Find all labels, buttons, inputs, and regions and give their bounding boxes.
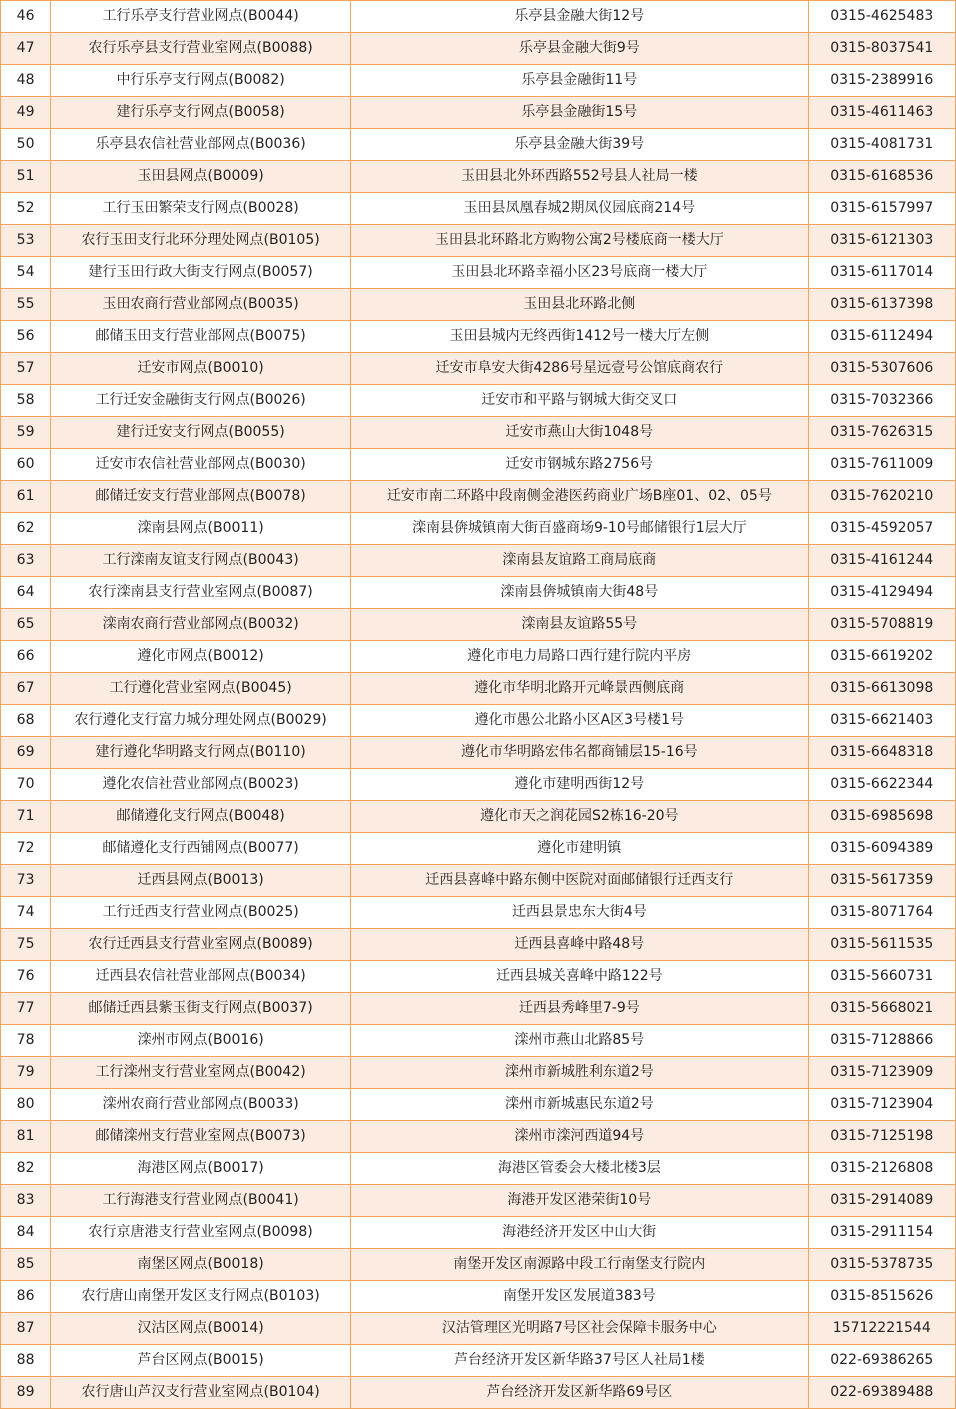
- outlet-phone-cell: 0315-6619202: [808, 641, 955, 673]
- row-number-cell: 52: [1, 193, 51, 225]
- outlet-phone-cell: 0315-2389916: [808, 65, 955, 97]
- outlet-address-cell: 芦台经济开发区新华路37号区人社局1楼: [351, 1345, 808, 1377]
- row-number-cell: 86: [1, 1281, 51, 1313]
- outlet-address-cell: 南堡开发区南源路中段工行南堡支行院内: [351, 1249, 808, 1281]
- table-row: [1, 449, 956, 481]
- row-number-cell: 81: [1, 1121, 51, 1153]
- outlet-name-cell: 迁西县网点(B0013): [51, 865, 351, 897]
- row-number-cell: 54: [1, 257, 51, 289]
- outlet-phone-cell: 0315-6112494: [808, 321, 955, 353]
- outlet-name-cell: 邮储玉田支行营业部网点(B0075): [51, 321, 351, 353]
- row-number-cell: 59: [1, 417, 51, 449]
- table-row: [1, 769, 956, 801]
- outlet-address-cell: 遵化市华明北路开元峰景西侧底商: [351, 673, 808, 705]
- outlet-address-cell: 滦南县友谊路工商局底商: [351, 545, 808, 577]
- row-number-cell: 61: [1, 481, 51, 513]
- outlet-name-cell: 农行唐山芦汉支行营业室网点(B0104): [51, 1377, 351, 1409]
- outlet-address-cell: 迁安市钢城东路2756号: [351, 449, 808, 481]
- table-row: [1, 161, 956, 193]
- outlet-phone-cell: 0315-2914089: [808, 1185, 955, 1217]
- outlet-phone-cell: 0315-6117014: [808, 257, 955, 289]
- outlet-name-cell: 农行滦南县支行营业室网点(B0087): [51, 577, 351, 609]
- outlet-address-cell: 迁安市和平路与钢城大街交叉口: [351, 385, 808, 417]
- outlet-address-cell: 滦南县倴城镇南大街48号: [351, 577, 808, 609]
- row-number-cell: 50: [1, 129, 51, 161]
- outlet-name-cell: 滦南农商行营业部网点(B0032): [51, 609, 351, 641]
- outlet-phone-cell: 0315-5708819: [808, 609, 955, 641]
- outlet-address-cell: 迁西县城关喜峰中路122号: [351, 961, 808, 993]
- row-number-cell: 83: [1, 1185, 51, 1217]
- outlet-name-cell: 迁西县农信社营业部网点(B0034): [51, 961, 351, 993]
- outlet-name-cell: 滦南县网点(B0011): [51, 513, 351, 545]
- table-row: [1, 545, 956, 577]
- table-row: [1, 897, 956, 929]
- row-number-cell: 60: [1, 449, 51, 481]
- outlet-name-cell: 工行滦南友谊支行网点(B0043): [51, 545, 351, 577]
- row-number-cell: 49: [1, 97, 51, 129]
- outlet-phone-cell: 0315-5378735: [808, 1249, 955, 1281]
- outlet-phone-cell: 0315-7611009: [808, 449, 955, 481]
- outlet-phone-cell: 0315-4625483: [808, 1, 955, 33]
- row-number-cell: 73: [1, 865, 51, 897]
- outlet-name-cell: 建行玉田行政大街支行网点(B0057): [51, 257, 351, 289]
- table-row: [1, 385, 956, 417]
- outlet-name-cell: 建行乐亭支行网点(B0058): [51, 97, 351, 129]
- table-row: [1, 705, 956, 737]
- outlet-name-cell: 海港区网点(B0017): [51, 1153, 351, 1185]
- outlet-name-cell: 南堡区网点(B0018): [51, 1249, 351, 1281]
- outlet-name-cell: 滦州市网点(B0016): [51, 1025, 351, 1057]
- outlet-phone-cell: 0315-6622344: [808, 769, 955, 801]
- outlet-phone-cell: 0315-6621403: [808, 705, 955, 737]
- outlet-address-cell: 遵化市建明镇: [351, 833, 808, 865]
- row-number-cell: 65: [1, 609, 51, 641]
- table-row: [1, 129, 956, 161]
- table-row: [1, 1377, 956, 1409]
- row-number-cell: 87: [1, 1313, 51, 1345]
- table-body: [1, 1, 956, 1409]
- row-number-cell: 76: [1, 961, 51, 993]
- outlet-phone-cell: 0315-4081731: [808, 129, 955, 161]
- table-row: [1, 1217, 956, 1249]
- row-number-cell: 68: [1, 705, 51, 737]
- outlet-name-cell: 工行玉田繁荣支行网点(B0028): [51, 193, 351, 225]
- outlet-address-cell: 玉田县城内无终西街1412号一楼大厅左侧: [351, 321, 808, 353]
- outlet-address-cell: 玉田县北环路幸福小区23号底商一楼大厅: [351, 257, 808, 289]
- table-row: [1, 929, 956, 961]
- outlet-name-cell: 工行海港支行营业网点(B0041): [51, 1185, 351, 1217]
- outlet-name-cell: 遵化市网点(B0012): [51, 641, 351, 673]
- table-row: [1, 673, 956, 705]
- row-number-cell: 89: [1, 1377, 51, 1409]
- outlet-address-cell: 迁西县秀峰里7-9号: [351, 993, 808, 1025]
- outlet-phone-cell: 0315-7032366: [808, 385, 955, 417]
- outlet-address-cell: 海港区管委会大楼北楼3层: [351, 1153, 808, 1185]
- outlet-address-cell: 芦台经济开发区新华路69号区: [351, 1377, 808, 1409]
- outlet-name-cell: 玉田县网点(B0009): [51, 161, 351, 193]
- outlet-phone-cell: 0315-5660731: [808, 961, 955, 993]
- outlet-phone-cell: 15712221544: [808, 1313, 955, 1345]
- table-row: [1, 737, 956, 769]
- outlet-name-cell: 邮储遵化支行西铺网点(B0077): [51, 833, 351, 865]
- outlet-name-cell: 邮储迁西县紫玉街支行网点(B0037): [51, 993, 351, 1025]
- outlet-name-cell: 农行玉田支行北环分理处网点(B0105): [51, 225, 351, 257]
- row-number-cell: 88: [1, 1345, 51, 1377]
- row-number-cell: 77: [1, 993, 51, 1025]
- outlet-address-cell: 玉田县北环路北侧: [351, 289, 808, 321]
- row-number-cell: 55: [1, 289, 51, 321]
- row-number-cell: 48: [1, 65, 51, 97]
- outlet-phone-cell: 0315-7123904: [808, 1089, 955, 1121]
- outlet-name-cell: 工行遵化营业室网点(B0045): [51, 673, 351, 705]
- outlet-name-cell: 农行乐亭县支行营业室网点(B0088): [51, 33, 351, 65]
- row-number-cell: 63: [1, 545, 51, 577]
- outlet-address-cell: 迁西县喜峰中路东侧中医院对面邮储银行迁西支行: [351, 865, 808, 897]
- outlet-phone-cell: 0315-5611535: [808, 929, 955, 961]
- outlet-phone-cell: 0315-8037541: [808, 33, 955, 65]
- outlet-name-cell: 工行乐亭支行营业网点(B0044): [51, 1, 351, 33]
- row-number-cell: 64: [1, 577, 51, 609]
- table-row: [1, 961, 956, 993]
- outlet-phone-cell: 0315-5617359: [808, 865, 955, 897]
- row-number-cell: 72: [1, 833, 51, 865]
- table-row: [1, 1, 956, 33]
- outlet-phone-cell: 0315-2126808: [808, 1153, 955, 1185]
- outlet-phone-cell: 0315-5668021: [808, 993, 955, 1025]
- outlet-phone-cell: 022-69386265: [808, 1345, 955, 1377]
- outlet-name-cell: 遵化农信社营业部网点(B0023): [51, 769, 351, 801]
- outlet-address-cell: 滦南县倴城镇南大街百盛商场9-10号邮储银行1层大厅: [351, 513, 808, 545]
- row-number-cell: 62: [1, 513, 51, 545]
- outlet-address-cell: 乐亭县金融大街9号: [351, 33, 808, 65]
- table-row: [1, 609, 956, 641]
- outlet-name-cell: 邮储遵化支行网点(B0048): [51, 801, 351, 833]
- outlet-address-cell: 乐亭县金融街11号: [351, 65, 808, 97]
- outlet-name-cell: 乐亭县农信社营业部网点(B0036): [51, 129, 351, 161]
- outlet-address-cell: 迁西县喜峰中路48号: [351, 929, 808, 961]
- outlet-address-cell: 滦州市新城惠民东道2号: [351, 1089, 808, 1121]
- outlet-address-cell: 海港开发区港荣街10号: [351, 1185, 808, 1217]
- row-number-cell: 66: [1, 641, 51, 673]
- outlet-phone-cell: 0315-6168536: [808, 161, 955, 193]
- outlet-phone-cell: 0315-4161244: [808, 545, 955, 577]
- row-number-cell: 75: [1, 929, 51, 961]
- outlet-phone-cell: 0315-7128866: [808, 1025, 955, 1057]
- outlet-address-cell: 遵化市华明路宏伟名都商铺层15-16号: [351, 737, 808, 769]
- row-number-cell: 67: [1, 673, 51, 705]
- outlet-phone-cell: 0315-6985698: [808, 801, 955, 833]
- table-row: [1, 1249, 956, 1281]
- outlet-address-cell: 汉沽管理区光明路7号区社会保障卡服务中心: [351, 1313, 808, 1345]
- outlet-address-cell: 玉田县北环路北方购物公寓2号楼底商一楼大厅: [351, 225, 808, 257]
- outlet-address-cell: 玉田县凤凰春城2期凤仪园底商214号: [351, 193, 808, 225]
- table-row: [1, 1313, 956, 1345]
- table-row: [1, 1057, 956, 1089]
- table-row: [1, 1153, 956, 1185]
- table-row: [1, 1089, 956, 1121]
- table-row: [1, 65, 956, 97]
- outlet-phone-cell: 0315-4592057: [808, 513, 955, 545]
- outlet-address-cell: 乐亭县金融街15号: [351, 97, 808, 129]
- outlet-phone-cell: 0315-7123909: [808, 1057, 955, 1089]
- outlet-name-cell: 工行迁西支行营业网点(B0025): [51, 897, 351, 929]
- outlet-phone-cell: 0315-6613098: [808, 673, 955, 705]
- table-row: [1, 1121, 956, 1153]
- outlet-phone-cell: 022-69389488: [808, 1377, 955, 1409]
- outlet-address-cell: 海港经济开发区中山大街: [351, 1217, 808, 1249]
- row-number-cell: 57: [1, 353, 51, 385]
- outlet-phone-cell: 0315-5307606: [808, 353, 955, 385]
- outlet-name-cell: 芦台区网点(B0015): [51, 1345, 351, 1377]
- outlet-phone-cell: 0315-7125198: [808, 1121, 955, 1153]
- table-row: [1, 257, 956, 289]
- outlet-address-cell: 遵化市电力局路口西行建行院内平房: [351, 641, 808, 673]
- table-row: [1, 321, 956, 353]
- outlet-phone-cell: 0315-8515626: [808, 1281, 955, 1313]
- outlet-name-cell: 汉沽区网点(B0014): [51, 1313, 351, 1345]
- row-number-cell: 71: [1, 801, 51, 833]
- row-number-cell: 53: [1, 225, 51, 257]
- outlet-phone-cell: 0315-7626315: [808, 417, 955, 449]
- row-number-cell: 82: [1, 1153, 51, 1185]
- outlet-address-cell: 滦南县友谊路55号: [351, 609, 808, 641]
- outlet-phone-cell: 0315-7620210: [808, 481, 955, 513]
- row-number-cell: 74: [1, 897, 51, 929]
- row-number-cell: 58: [1, 385, 51, 417]
- table-row: [1, 1345, 956, 1377]
- outlet-name-cell: 建行遵化华明路支行网点(B0110): [51, 737, 351, 769]
- table-row: [1, 577, 956, 609]
- outlet-name-cell: 玉田农商行营业部网点(B0035): [51, 289, 351, 321]
- table-row: [1, 225, 956, 257]
- table-row: [1, 481, 956, 513]
- outlet-address-cell: 遵化市建明西街12号: [351, 769, 808, 801]
- outlet-name-cell: 农行京唐港支行营业室网点(B0098): [51, 1217, 351, 1249]
- outlet-phone-cell: 0315-6094389: [808, 833, 955, 865]
- outlet-phone-cell: 0315-6137398: [808, 289, 955, 321]
- outlet-phone-cell: 0315-4129494: [808, 577, 955, 609]
- table-row: [1, 833, 956, 865]
- outlet-name-cell: 滦州农商行营业部网点(B0033): [51, 1089, 351, 1121]
- outlet-phone-cell: 0315-8071764: [808, 897, 955, 929]
- outlet-address-cell: 遵化市愚公北路小区A区3号楼1号: [351, 705, 808, 737]
- table-row: [1, 289, 956, 321]
- outlet-name-cell: 建行迁安支行网点(B0055): [51, 417, 351, 449]
- outlet-address-cell: 迁安市阜安大街4286号星远壹号公馆底商农行: [351, 353, 808, 385]
- row-number-cell: 69: [1, 737, 51, 769]
- outlet-name-cell: 工行迁安金融街支行网点(B0026): [51, 385, 351, 417]
- table-row: [1, 353, 956, 385]
- row-number-cell: 84: [1, 1217, 51, 1249]
- outlet-address-cell: 遵化市天之润花园S2栋16-20号: [351, 801, 808, 833]
- table-row: [1, 801, 956, 833]
- table-row: [1, 513, 956, 545]
- outlet-phone-cell: 0315-6648318: [808, 737, 955, 769]
- outlet-address-cell: 滦州市燕山北路85号: [351, 1025, 808, 1057]
- row-number-cell: 80: [1, 1089, 51, 1121]
- table-row: [1, 97, 956, 129]
- outlet-address-cell: 滦州市新城胜利东道2号: [351, 1057, 808, 1089]
- row-number-cell: 79: [1, 1057, 51, 1089]
- outlet-address-cell: 南堡开发区发展道383号: [351, 1281, 808, 1313]
- outlet-name-cell: 农行唐山南堡开发区支行网点(B0103): [51, 1281, 351, 1313]
- row-number-cell: 85: [1, 1249, 51, 1281]
- table-row: [1, 1281, 956, 1313]
- outlet-phone-cell: 0315-6121303: [808, 225, 955, 257]
- outlet-name-cell: 工行滦州支行营业室网点(B0042): [51, 1057, 351, 1089]
- table-row: [1, 1025, 956, 1057]
- table-row: [1, 417, 956, 449]
- row-number-cell: 46: [1, 1, 51, 33]
- table-row: [1, 1185, 956, 1217]
- row-number-cell: 70: [1, 769, 51, 801]
- table-row: [1, 33, 956, 65]
- outlet-phone-cell: 0315-2911154: [808, 1217, 955, 1249]
- outlet-name-cell: 迁安市网点(B0010): [51, 353, 351, 385]
- row-number-cell: 78: [1, 1025, 51, 1057]
- outlet-name-cell: 邮储滦州支行营业室网点(B0073): [51, 1121, 351, 1153]
- row-number-cell: 47: [1, 33, 51, 65]
- outlet-phone-cell: 0315-4611463: [808, 97, 955, 129]
- outlet-address-cell: 玉田县北外环西路552号县人社局一楼: [351, 161, 808, 193]
- outlet-name-cell: 农行遵化支行富力城分理处网点(B0029): [51, 705, 351, 737]
- outlet-phone-cell: 0315-6157997: [808, 193, 955, 225]
- outlet-address-cell: 迁西县景忠东大街4号: [351, 897, 808, 929]
- outlet-name-cell: 中行乐亭支行网点(B0082): [51, 65, 351, 97]
- row-number-cell: 56: [1, 321, 51, 353]
- table-row: [1, 193, 956, 225]
- table-row: [1, 641, 956, 673]
- outlet-name-cell: 农行迁西县支行营业室网点(B0089): [51, 929, 351, 961]
- table-row: [1, 993, 956, 1025]
- row-number-cell: 51: [1, 161, 51, 193]
- outlet-name-cell: 迁安市农信社营业部网点(B0030): [51, 449, 351, 481]
- outlet-address-cell: 迁安市燕山大街1048号: [351, 417, 808, 449]
- outlet-address-cell: 迁安市南二环路中段南侧金港医药商业广场B座01、02、05号: [351, 481, 808, 513]
- outlet-address-cell: 滦州市滦河西道94号: [351, 1121, 808, 1153]
- outlet-address-cell: 乐亭县金融大街12号: [351, 1, 808, 33]
- table-row: [1, 865, 956, 897]
- outlet-name-cell: 邮储迁安支行营业部网点(B0078): [51, 481, 351, 513]
- outlet-address-cell: 乐亭县金融大街39号: [351, 129, 808, 161]
